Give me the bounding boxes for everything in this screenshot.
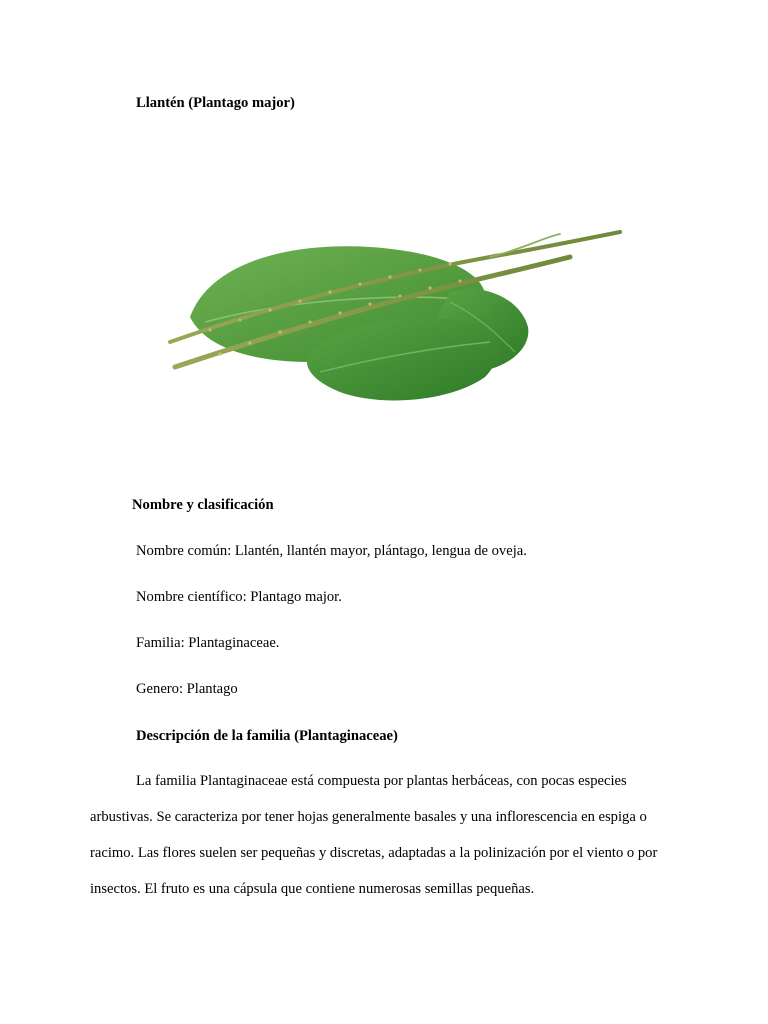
genus-text: Genero: Plantago: [136, 681, 238, 697]
family-text: Familia: Plantaginaceae.: [136, 635, 280, 651]
document-title: Llantén (Plantago major): [136, 95, 295, 111]
paragraph-line: arbustivas. Se caracteriza por tener hojas generalmente basales y una inflorescencia en espiga o: [90, 809, 647, 825]
section-heading-classification: Nombre y clasificación: [132, 497, 274, 513]
plantain-image: [150, 222, 630, 412]
scientific-name-text: Nombre científico: Plantago major.: [136, 589, 342, 605]
paragraph-line: La familia Plantaginaceae está compuesta por plantas herbáceas, con pocas especies: [136, 773, 627, 789]
paragraph-line: racimo. Las flores suelen ser pequeñas y discretas, adaptadas a la polinización por el viento o por: [90, 845, 658, 861]
section-heading-family-description: Descripción de la familia (Plantaginaceae): [136, 728, 398, 744]
common-name-text: Nombre común: Llantén, llantén mayor, plántago, lengua de oveja.: [136, 543, 527, 559]
paragraph-line: insectos. El fruto es una cápsula que contiene numerosas semillas pequeñas.: [90, 881, 535, 897]
